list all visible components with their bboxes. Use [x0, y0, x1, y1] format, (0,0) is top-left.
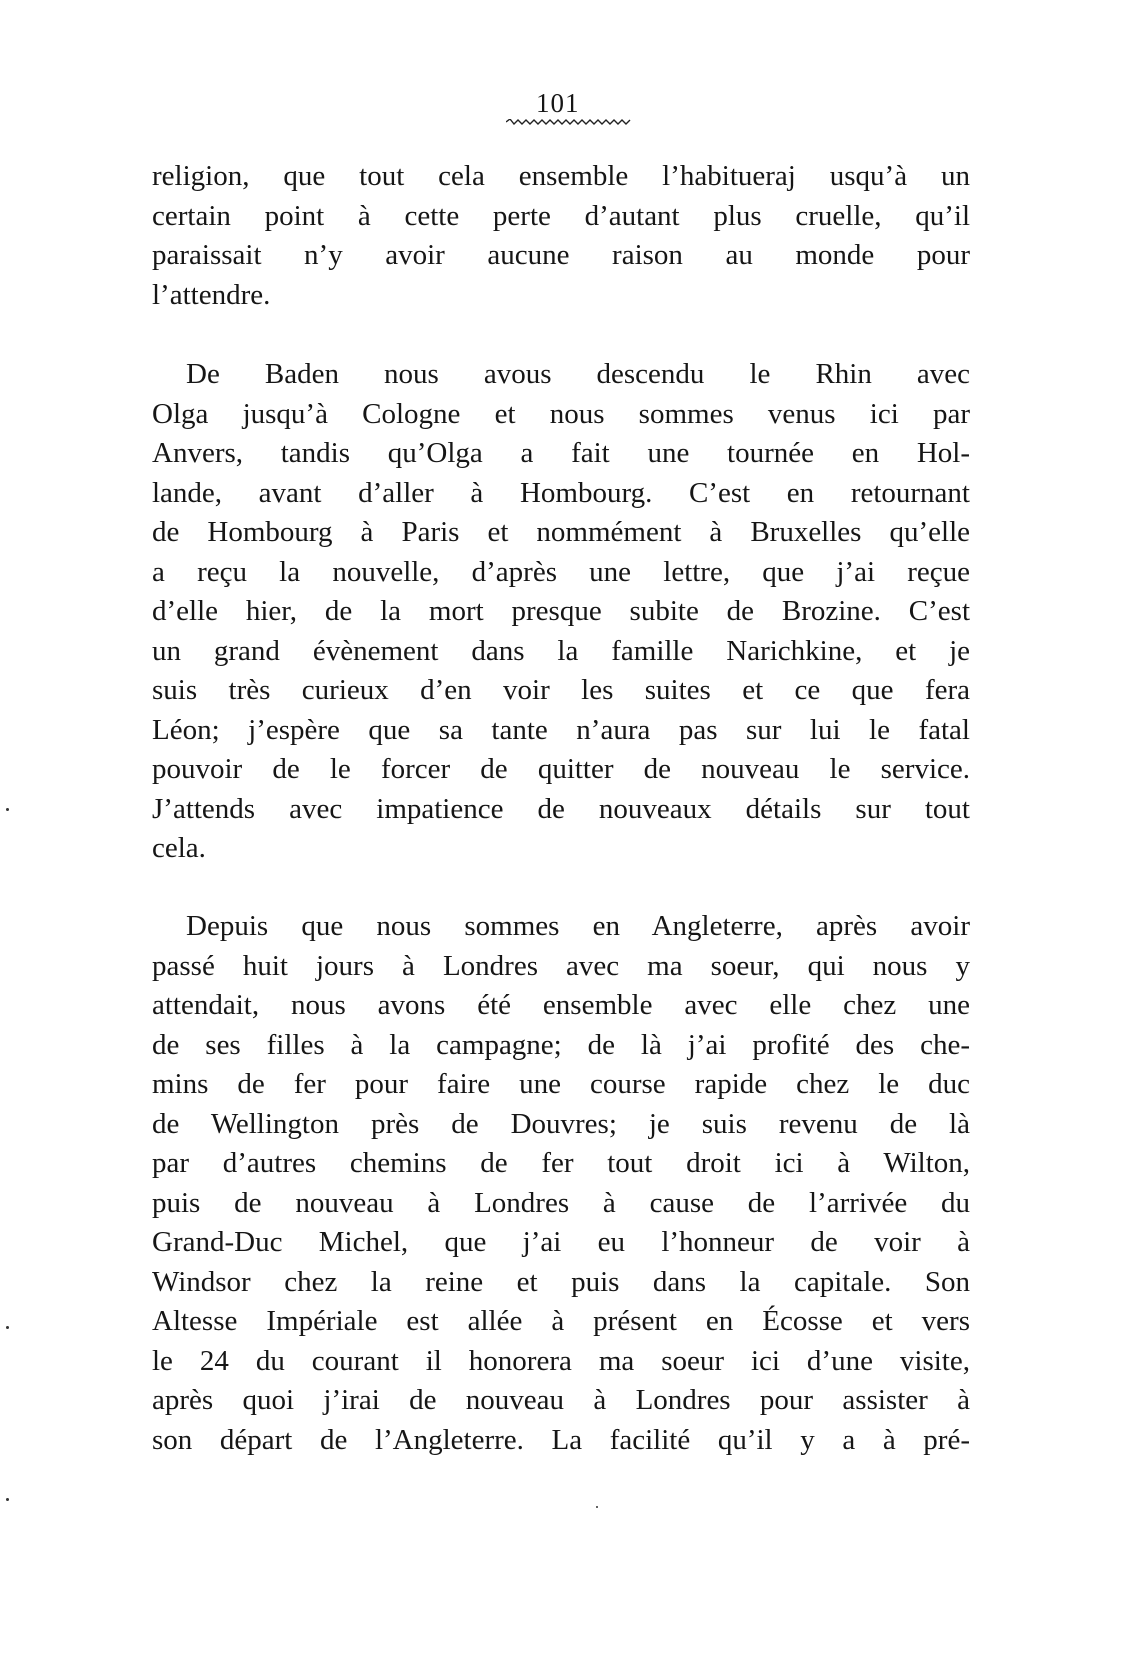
text-line: certain point à cette perte d’autant plus cruelle, qu’il — [152, 199, 970, 232]
text-line: a reçu la nouvelle, d’après une lettre, que j’ai reçue — [152, 555, 970, 588]
text-line: Windsor chez la reine et puis dans la capitale. Son — [152, 1265, 970, 1298]
text-line: passé huit jours à Londres avec ma soeur, qui nous y — [152, 949, 970, 982]
text-line: mins de fer pour faire une course rapide chez le duc — [152, 1068, 970, 1100]
text-line: religion, que tout cela ensemble l’habitueraj usqu’à un — [152, 160, 970, 192]
text-line: J’attends avec impatience de nouveaux détails sur tout — [152, 792, 970, 825]
text-line: de Hombourg à Paris et nommément à Bruxelles qu’elle — [152, 516, 970, 548]
scan-speck — [6, 1326, 9, 1329]
text-line: de Wellington près de Douvres; je suis revenu de là — [152, 1107, 970, 1140]
text-line: par d’autres chemins de fer tout droit ici à Wilton, — [152, 1147, 970, 1179]
paragraph-3 — [152, 907, 970, 1460]
text-line: de ses filles à la campagne; de là j’ai profité des che- — [152, 1028, 970, 1061]
scan-speck — [6, 808, 9, 811]
text-line: après quoi j’irai de nouveau à Londres pour assister à — [152, 1384, 970, 1416]
page-number-ornament — [506, 119, 632, 125]
text-line: un grand évènement dans la famille Narichkine, et je — [152, 634, 970, 667]
text-line: suis très curieux d’en voir les suites et ce que fera — [152, 674, 970, 706]
text-line: puis de nouveau à Londres à cause de l’arrivée du — [152, 1186, 970, 1219]
text-line: d’elle hier, de la mort presque subite de Brozine. C’est — [152, 595, 970, 627]
paragraph-1 — [152, 157, 970, 315]
text-line: cela. — [152, 832, 206, 864]
text-line: Léon; j’espère que sa tante n’aura pas sur lui le fatal — [152, 713, 970, 746]
text-line: attendait, nous avons été ensemble avec elle chez une — [152, 989, 970, 1021]
text-line: Olga jusqu’à Cologne et nous sommes venus ici par — [152, 397, 970, 430]
text-line: Depuis que nous sommes en Angleterre, après avoir — [186, 910, 970, 942]
scan-speck — [6, 1498, 9, 1501]
page-number: 101 — [536, 88, 580, 118]
text-line: Grand-Duc Michel, que j’ai eu l’honneur de voir à — [152, 1226, 970, 1258]
paragraph-2 — [152, 355, 970, 869]
text-line: Anvers, tandis qu’Olga a fait une tournée en Hol- — [152, 437, 970, 469]
text-line: pouvoir de le forcer de quitter de nouveau le service. — [152, 753, 970, 785]
text-line: son départ de l’Angleterre. La facilité qu’il y a à pré- — [152, 1423, 970, 1456]
text-line: l’attendre. — [152, 278, 271, 311]
text-line: lande, avant d’aller à Hombourg. C’est en retournant — [152, 476, 970, 509]
text-line: Altesse Impériale est allée à présent en Écosse et vers — [152, 1305, 970, 1337]
text-line: paraissait n’y avoir aucune raison au monde pour — [152, 239, 970, 271]
scan-speck — [596, 1506, 598, 1508]
text-line: De Baden nous avous descendu le Rhin avec — [186, 358, 970, 390]
text-line: le 24 du courant il honorera ma soeur ici d’une visite, — [152, 1344, 970, 1377]
